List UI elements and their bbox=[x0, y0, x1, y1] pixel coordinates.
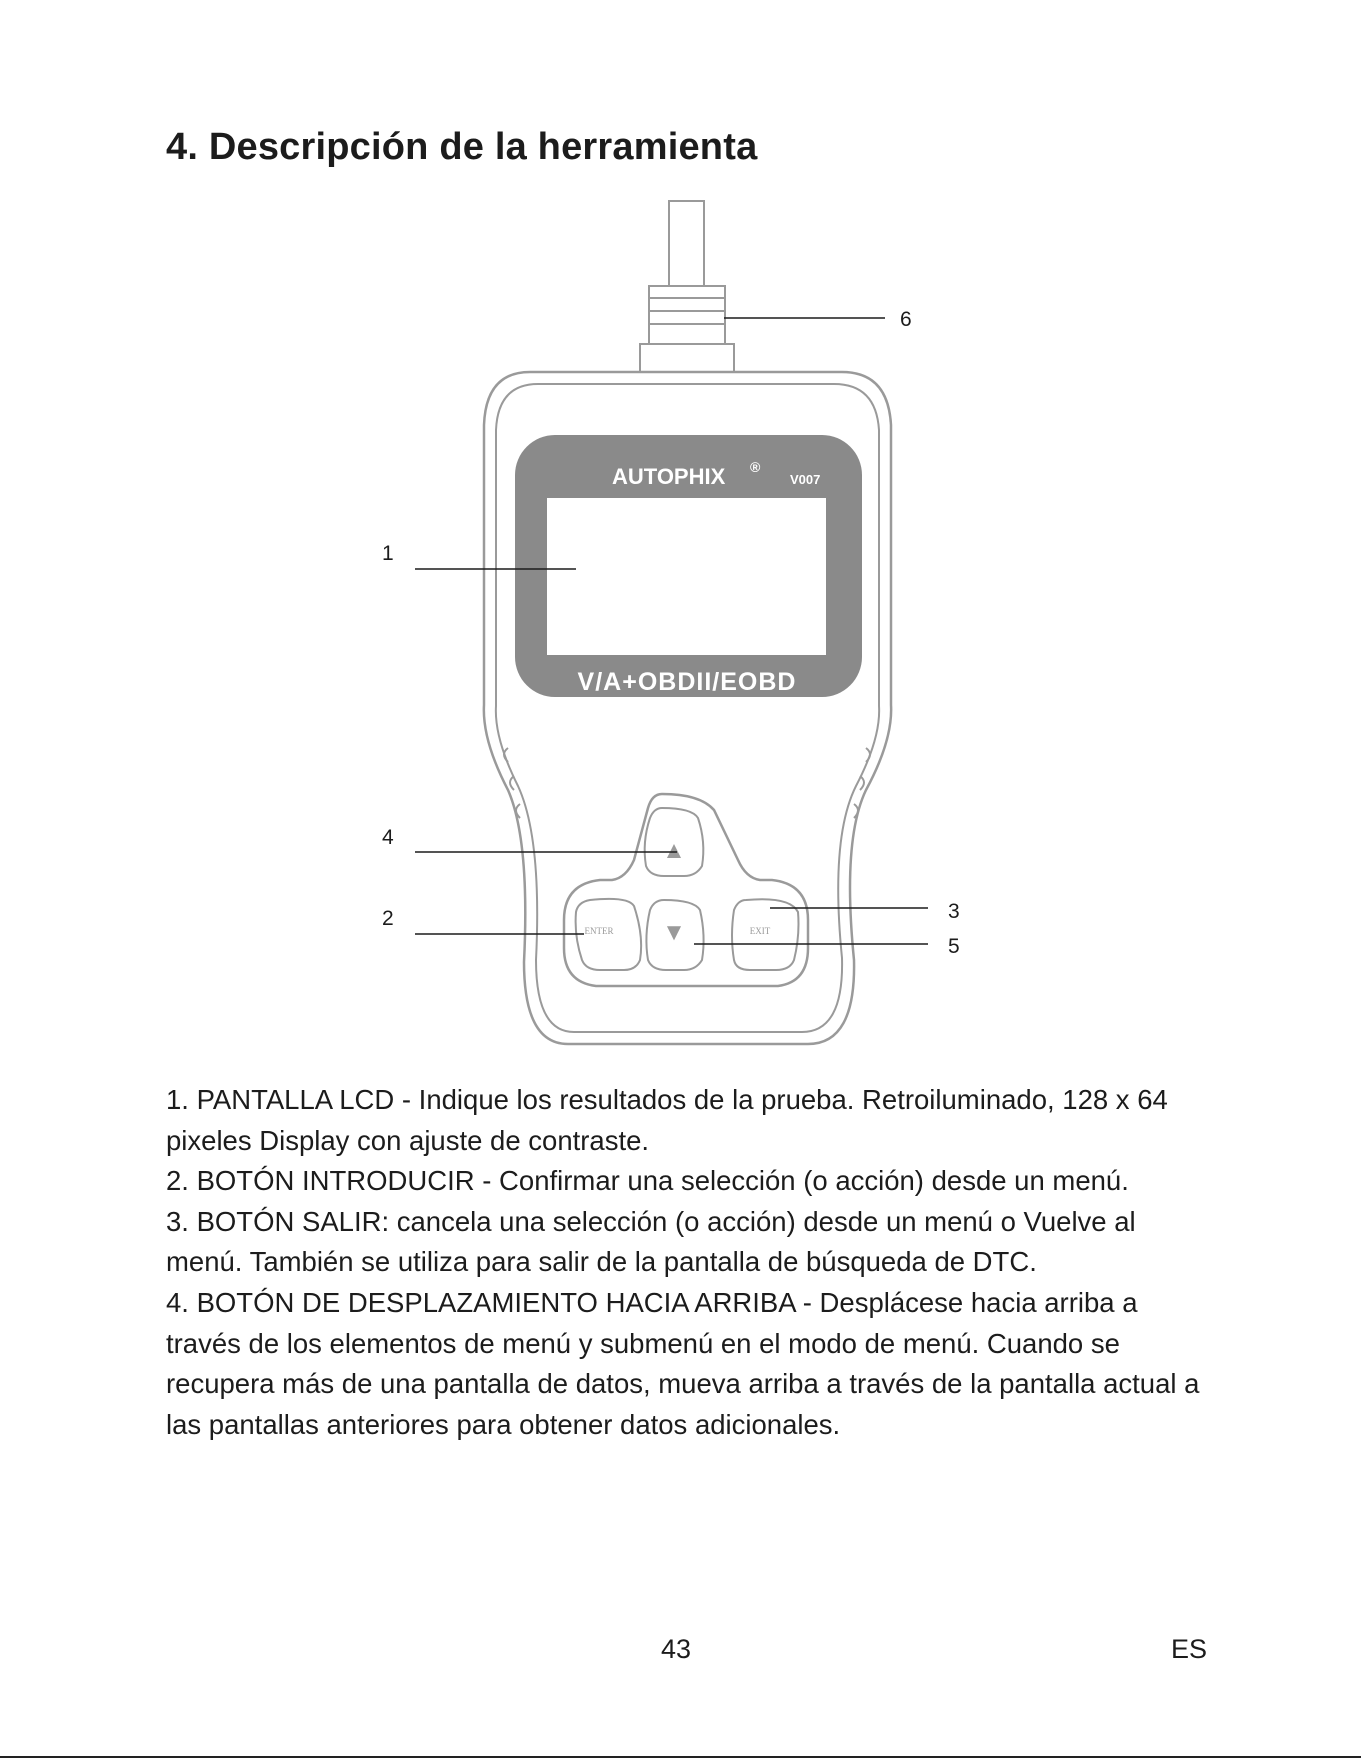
registered-mark: ® bbox=[750, 459, 761, 475]
model-label: V007 bbox=[790, 472, 821, 487]
item-lcd-screen: 1. PANTALLA LCD - Indique los resultados de la prueba. Retroiluminado, 128 x 64 pixeles Display con ajuste de contraste. bbox=[166, 1084, 1168, 1156]
item-enter-button: 2. BOTÓN INTRODUCIR - Confirmar una selección (o acción) desde un menú. bbox=[166, 1165, 1129, 1197]
cable bbox=[669, 201, 704, 287]
item-scroll-up-button: 4. BOTÓN DE DESPLAZAMIENTO HACIA ARRIBA - Desplácese hacia arriba a través de los elementos de menú y submenú en el modo de menú. Cuando se recupera más de una pantalla de datos, mueva arriba a través de la pantalla actual a las pantallas anteriores para obtener datos adicionales. bbox=[166, 1286, 1200, 1440]
language-code: ES bbox=[1171, 1634, 1208, 1664]
callout-2: 2 bbox=[382, 907, 394, 930]
description-list bbox=[166, 1080, 1216, 1445]
lcd-screen bbox=[547, 498, 826, 655]
exit-button-label: EXIT bbox=[749, 926, 771, 936]
callout-5: 5 bbox=[948, 935, 960, 958]
callout-6: 6 bbox=[900, 308, 912, 331]
enter-button-label: ENTER bbox=[584, 926, 614, 936]
item-exit-button: 3. BOTÓN SALIR: cancela una selección (o acción) desde un menú o Vuelve al menú. También se utiliza para salir de la pantalla de búsqueda de DTC. bbox=[166, 1205, 1136, 1278]
up-arrow-icon: ▲ bbox=[662, 837, 686, 864]
protocol-label: V/A+OBDII/EOBD bbox=[577, 668, 797, 696]
page-number: 43 bbox=[661, 1634, 692, 1664]
callout-1: 1 bbox=[382, 542, 394, 565]
connector bbox=[640, 286, 734, 373]
brand-name: AUTOPHIX bbox=[612, 464, 726, 489]
down-arrow-icon: ▼ bbox=[662, 919, 686, 946]
section-heading: 4. Descripción de la herramienta bbox=[166, 126, 758, 168]
callout-4: 4 bbox=[382, 826, 394, 849]
callout-3: 3 bbox=[948, 900, 960, 923]
bottom-rule bbox=[0, 1756, 1361, 1758]
